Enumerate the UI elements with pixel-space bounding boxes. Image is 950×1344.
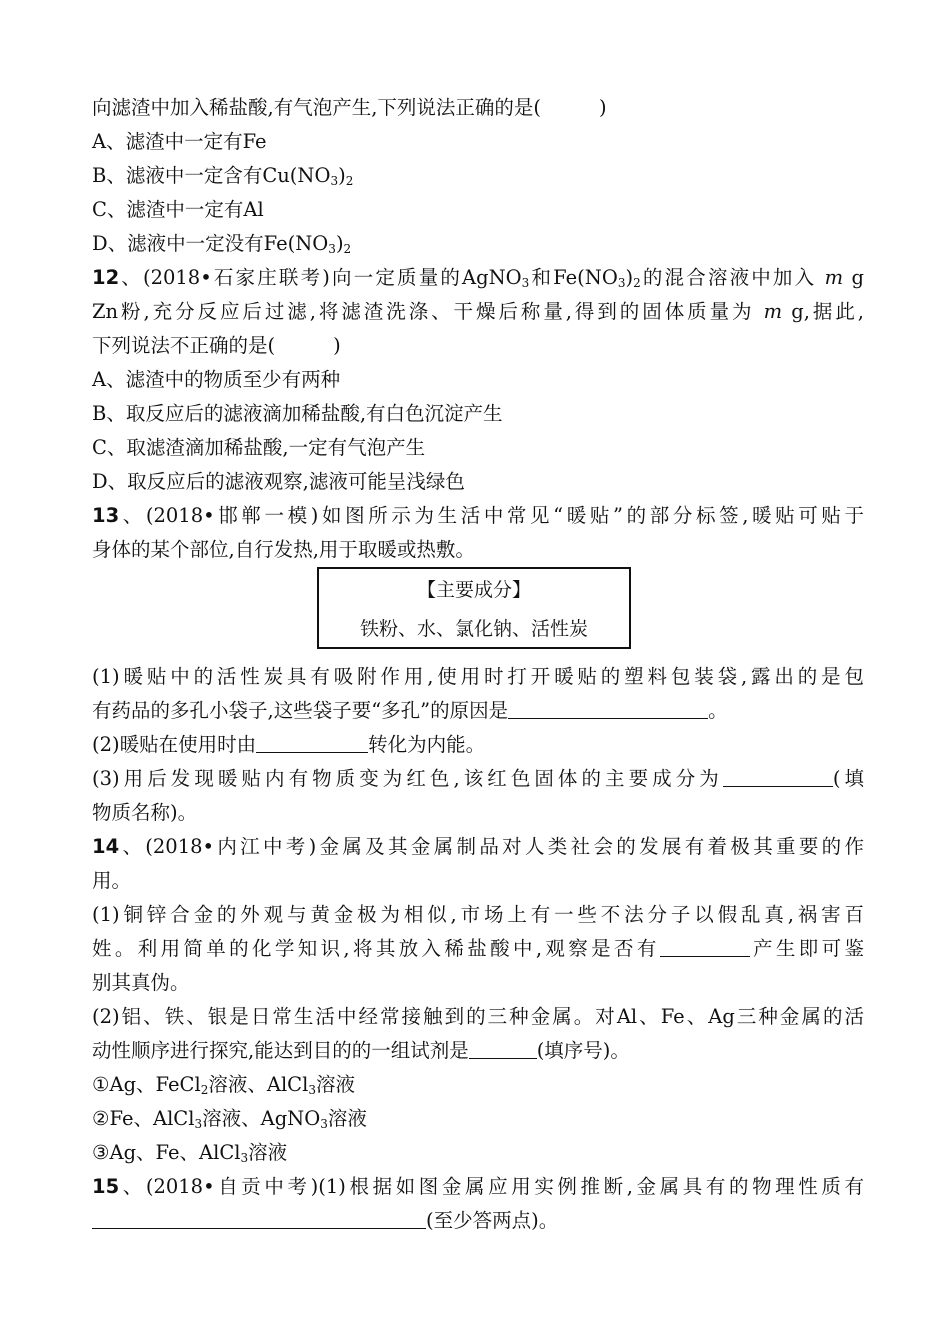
q13-stem-line2: 身体的某个部位,自行发热,用于取暖或热敷。 [92, 538, 475, 561]
q12-number: 12 [92, 266, 120, 289]
q11-stem: 向滤渣中加入稀盐酸,有气泡产生,下列说法正确的是( ) [92, 96, 607, 119]
q13-stem-line1: 13、(2018•邯郸一模)如图所示为生活中常见“暖贴”的部分标签,暖贴可贴于 [92, 504, 865, 527]
q13-part3-line1: (3)用后发现暖贴内有物质变为红色,该红色固体的主要成分为 (填 [92, 767, 864, 790]
q14-part1-line1: (1)铜锌合金的外观与黄金极为相似,市场上有一些不法分子以假乱真,祸害百 [92, 903, 864, 926]
q15-source: 、(2018•自贡中考) [119, 1175, 319, 1198]
q14-part2-line1: (2)铝、铁、银是日常生活中经常接触到的三种金属。对Al、Fe、Ag三种金属的活 [92, 1005, 864, 1028]
q14-part1-line3: 别其真伪。 [92, 971, 190, 994]
q13-part3-line2: 物质名称)。 [92, 801, 198, 824]
q14-stem-line2: 用。 [92, 869, 132, 892]
label-content: 铁粉、水、氯化钠、活性炭 [359, 618, 588, 640]
answer-blank[interactable] [660, 936, 750, 957]
answer-blank[interactable] [256, 732, 368, 753]
q12-option-b: B、取反应后的滤液滴加稀盐酸,有白色沉淀产生 [92, 402, 503, 425]
q14-stem-line1: 14、(2018•内江中考)金属及其金属制品对人类社会的发展有着极其重要的作 [92, 835, 864, 858]
q12-stem-line1: 12、(2018•石家庄联考)向一定质量的AgNO$_3$和$Fe(NO_3)_2$的混合溶液中加入 m g [92, 266, 864, 290]
q13-part2: (2)暖贴在使用时由 转化为内能。 [92, 733, 486, 756]
answer-blank[interactable] [723, 766, 833, 787]
q12-option-c: C、取滤渣滴加稀盐酸,一定有气泡产生 [92, 436, 426, 459]
q11-option-c: C、滤渣中一定有Al [92, 198, 264, 221]
q15-number: 15 [92, 1175, 120, 1198]
q13-part1-line2: 有药品的多孔小袋子,这些袋子要“多孔”的原因是 。 [92, 699, 728, 722]
q12-option-d: D、取反应后的滤液观察,滤液可能呈浅绿色 [92, 470, 465, 493]
q14-part1-line2: 姓。利用简单的化学知识,将其放入稀盐酸中,观察是否有 产生即可鉴 [92, 937, 864, 960]
q13-number: 13 [92, 504, 120, 527]
q12-source: 、(2018•石家庄联考) [119, 266, 330, 289]
q11-option-a: A、滤渣中一定有Fe [92, 130, 267, 153]
q14-option-3: ③Ag、Fe、AlCl$_3$溶液 [92, 1141, 288, 1165]
q13-source: 、(2018•邯郸一模) [119, 504, 319, 527]
q14-option-1: ①Ag、FeCl$_2$溶液、AlCl$_3$溶液 [92, 1073, 355, 1097]
q13-part1-line1: (1)暖贴中的活性炭具有吸附作用,使用时打开暖贴的塑料包装袋,露出的是包 [92, 665, 864, 688]
q15-stem-line1: 15、(2018•自贡中考)(1)根据如图金属应用实例推断,金属具有的物理性质有 [92, 1175, 864, 1198]
answer-blank[interactable] [469, 1038, 537, 1059]
q12-stem-line2: Zn粉,充分反应后过滤,将滤渣洗涤、干燥后称量,得到的固体质量为 m g,据此, [92, 300, 864, 323]
q14-part2-line2: 动性顺序进行探究,能达到目的的一组试剂是 (填序号)。 [92, 1039, 630, 1062]
q12-option-a: A、滤渣中的物质至少有两种 [92, 368, 341, 391]
q15-stem-line2: (至少答两点)。 [92, 1207, 864, 1235]
q14-option-2: ②Fe、AlCl$_3$溶液、AgNO$_3$溶液 [92, 1107, 367, 1131]
answer-blank[interactable] [508, 698, 708, 719]
q14-number: 14 [92, 835, 120, 858]
q11-option-b: B、滤液中一定含有$Cu(NO_3)_2$ [92, 164, 354, 188]
q11-option-d: D、滤液中一定没有$Fe(NO_3)_2$ [92, 232, 352, 256]
answer-blank[interactable] [92, 1208, 426, 1229]
q12-stem-line3: 下列说法不正确的是( ) [92, 334, 341, 357]
q14-source: 、(2018•内江中考) [119, 835, 317, 858]
label-title: 【主要成分】 [416, 579, 531, 601]
warmer-ingredient-label [317, 567, 631, 649]
